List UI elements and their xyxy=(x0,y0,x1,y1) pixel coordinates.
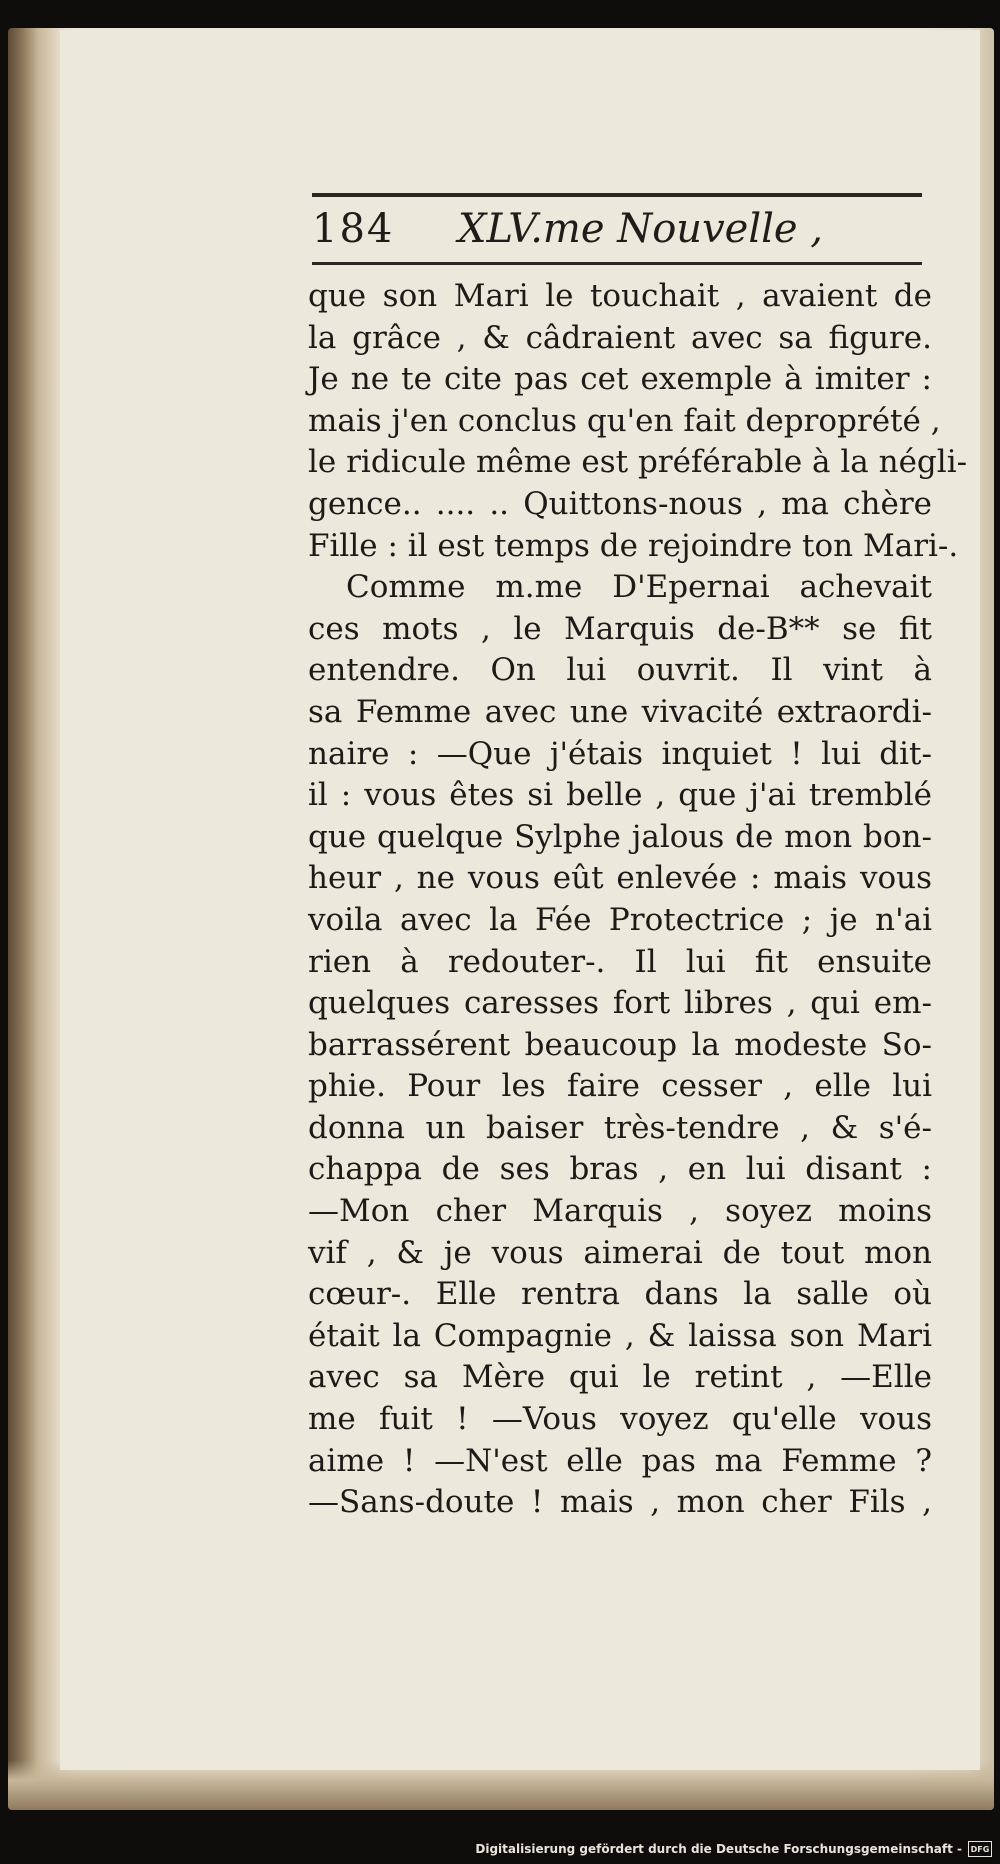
text-line: avec sa Mère qui le retint , —Elle xyxy=(308,1359,932,1396)
text-line: rien à redouter-. Il lui fit ensuite xyxy=(308,943,932,980)
text-line: la grâce , & câdraient avec sa figure. xyxy=(308,319,932,356)
text-line: gence.. .... .. Quittons-nous , ma chère xyxy=(308,485,932,522)
running-title: XLV.me Nouvelle , xyxy=(458,206,824,252)
text-line: —Mon cher Marquis , soyez moins xyxy=(308,1193,932,1230)
text-line: donna un baiser très-tendre , & s'é- xyxy=(308,1109,932,1146)
text-line: Fille : il est temps de rejoindre ton Mari-. xyxy=(308,527,959,564)
digitization-credit xyxy=(475,1838,992,1860)
text-line: voila avec la Fée Protectrice ; je n'ai xyxy=(308,901,932,938)
text-line: il : vous êtes si belle , que j'ai tremblé xyxy=(308,777,932,814)
text-line: —Sans-doute ! mais , mon cher Fils , xyxy=(308,1484,932,1521)
text-line: sa Femme avec une vivacité extraordi- xyxy=(308,693,932,730)
text-line: ces mots , le Marquis de-B** se fit xyxy=(308,610,932,647)
body-text xyxy=(308,276,968,1524)
text-line: aime ! —N'est elle pas ma Femme ? xyxy=(308,1442,932,1479)
text-line: Je ne te cite pas cet exemple à imiter : xyxy=(308,361,932,398)
text-line: que son Mari le touchait , avaient de xyxy=(308,278,932,314)
text-line: vif , & je vous aimerai de tout mon xyxy=(308,1234,932,1271)
text-line: phie. Pour les faire cesser , elle lui xyxy=(308,1068,932,1105)
text-line: entendre. On lui ouvrit. Il vint à xyxy=(308,652,932,689)
dfg-logo-icon: DFG xyxy=(968,1841,992,1857)
text-line: était la Compagnie , & laissa son Mari xyxy=(308,1317,932,1354)
text-line: quelques caresses fort libres , qui em- xyxy=(308,985,932,1022)
text-line: mais j'en conclus qu'en fait deproprété , xyxy=(308,402,941,439)
text-line: cœur-. Elle rentra dans la salle où xyxy=(308,1276,932,1313)
header-rule-bottom xyxy=(312,262,922,265)
text-line: naire : —Que j'étais inquiet ! lui dit- xyxy=(308,735,932,772)
text-line: heur , ne vous eût enlevée : mais vous xyxy=(308,860,932,897)
text-line: barrassérent beaucoup la modeste So- xyxy=(308,1026,932,1063)
running-header xyxy=(312,200,922,260)
text-line: chappa de ses bras , en lui disant : xyxy=(308,1151,932,1188)
credit-text: Digitalisierung gefördert durch die Deutsche Forschungsgemeinschaft - xyxy=(475,1842,962,1856)
text-line: le ridicule même est préférable à la négli- xyxy=(308,444,968,481)
header-rule-top xyxy=(312,193,922,197)
page-number: 184 xyxy=(312,206,395,252)
text-line: Comme m.me D'Epernai achevait xyxy=(346,569,932,606)
text-line: que quelque Sylphe jalous de mon bon- xyxy=(308,818,932,855)
text-line: me fuit ! —Vous voyez qu'elle vous xyxy=(308,1401,932,1438)
